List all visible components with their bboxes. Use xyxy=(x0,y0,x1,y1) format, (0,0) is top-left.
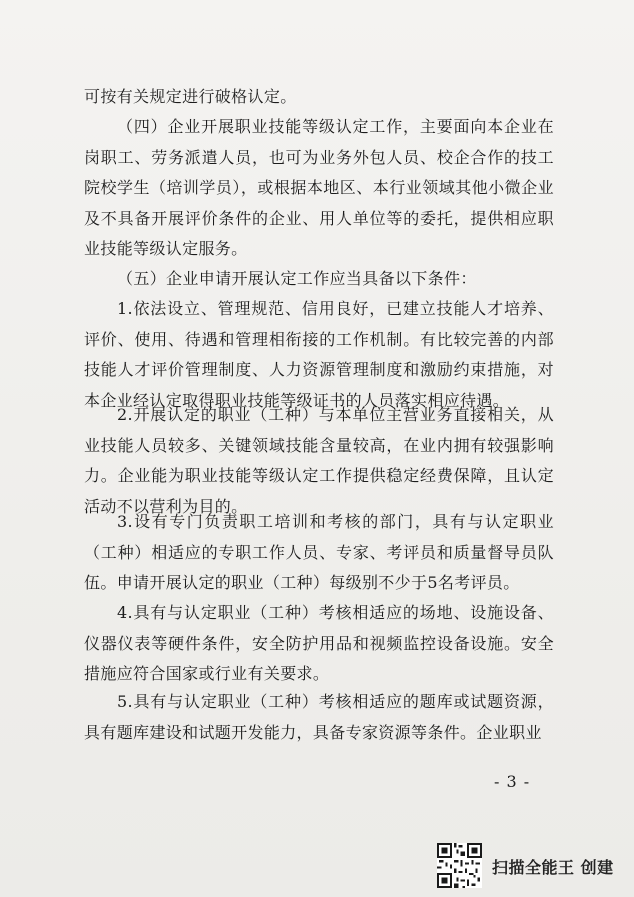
qr-code-icon xyxy=(437,843,482,888)
condition-4: 4.具有与认定职业（工种）考核相适应的场地、设施设备、仪器仪表等硬件条件，安全防护用品和视频监控设备设施。安全措施应符合国家或行业有关要求。 xyxy=(84,603,554,683)
paragraph-item-4: （四）企业开展职业技能等级认定工作，主要面向本企业在岗职工、劳务派遣人员，也可为业务外包人员、校企合作的技工院校学生（培训学员），或根据本地区、本行业领域其他小微企业及不具备开展评价条件的企业、用人单位等的委托，提供相应职业技能等级认定服务。 xyxy=(84,117,554,258)
paragraph-item-5-heading: （五）企业申请开展认定工作应当具备以下条件： xyxy=(117,269,477,288)
paragraph-continuation: 可按有关规定进行破格认定。 xyxy=(84,87,297,106)
scanner-watermark: 扫描全能王 创建 xyxy=(492,858,614,877)
page-number: - 3 - xyxy=(494,772,531,791)
condition-3: 3.设有专门负责职工培训和考核的部门，具有与认定职业（工种）相适应的专职工作人员、专家、考评员和质量督导员队伍。申请开展认定的职业（工种）每级别不少于5名考评员。 xyxy=(84,512,554,592)
condition-5: 5.具有与认定职业（工种）考核相适应的题库或试题资源，具有题库建设和试题开发能力，具备专家资源等条件。企业职业 xyxy=(84,692,554,742)
condition-1: 1.依法设立、管理规范、信用良好，已建立技能人才培养、评价、使用、待遇和管理相衔接的工作机制。有比较完善的内部技能人才评价管理制度、人力资源管理制度和激励约束措施，对本企业经认定取得职业技能等级证书的人员落实相应待遇。 xyxy=(84,299,554,410)
condition-2: 2.开展认定的职业（工种）与本单位主营业务直接相关，从业技能人员较多、关键领域技能含量较高，在业内拥有较强影响力。企业能为职业技能等级认定工作提供稳定经费保障，且认定活动不以营利为目的。 xyxy=(84,405,554,516)
